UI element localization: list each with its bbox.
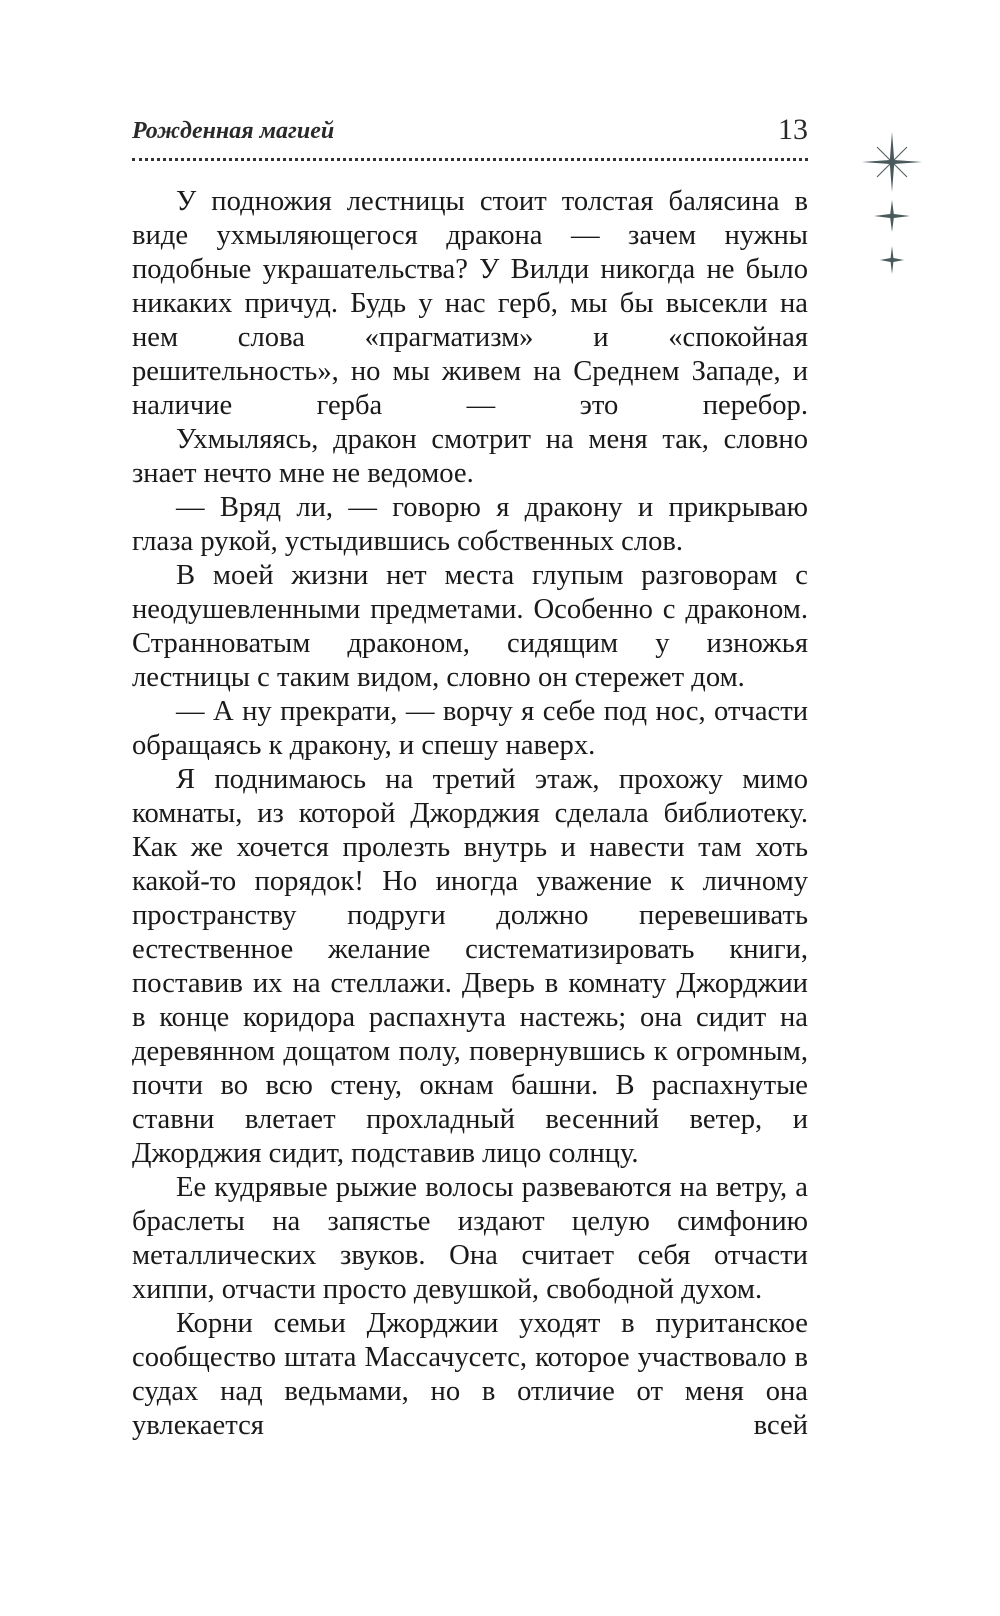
book-title: Рожденная магией	[132, 118, 335, 144]
running-head	[132, 113, 808, 150]
sparkle-stars-icon	[852, 132, 932, 302]
paragraph-8: Корни семьи Джорджии уходят в пуританское сообщество штата Массачусетс, которое участвовало в судах над ведьмами, но в отличие от меня она увлекается всей	[132, 1308, 808, 1441]
paragraph-1: У подножия лестницы стоит толстая балясина в виде ухмыляющегося дракона — зачем нужны подобные украшательства? У Вилди никогда не было никаких причуд. Будь у нас герб, мы бы высекли на нем слова «прагматизм» и «спокойная решительность», но мы живем на Среднем Западе, и наличие герба — это перебор.	[132, 186, 808, 421]
paragraph-4: В моей жизни нет места глупым разговорам с неодушевленными предметами. Особенно с драконом. Странноватым драконом, сидящим у изножья лестницы с таким видом, словно он стережет дом.	[132, 560, 808, 693]
paragraph-3: — Вряд ли, — говорю я дракону и прикрываю глаза рукой, устыдившись собственных слов.	[132, 492, 808, 557]
header-divider	[132, 158, 808, 161]
paragraph-6: Я поднимаюсь на третий этаж, прохожу мимо комнаты, из которой Джорджия сделала библиотеку. Как же хочется пролезть внутрь и навести там хоть какой-то порядок! Но иногда уважение к личному пространству подруги должно перевешивать естественное желание систематизировать книги, поставив их на стеллажи. Дверь в комнату Джорджии в конце коридора распахнута настежь; она сидит на деревянном дощатом полу, повернувшись к огромным, почти во всю стену, окнам башни. В распахнутые ставни влетает прохладный весенний ветер, и Джорджия сидит, подставив лицо солнцу.	[132, 764, 808, 1169]
page-number: 13	[778, 113, 808, 146]
paragraph-5: — А ну прекрати, — ворчу я себе под нос, отчасти обращаясь к дракону, и спешу наверх.	[132, 696, 808, 761]
paragraph-2: Ухмыляясь, дракон смотрит на меня так, словно знает нечто мне не ведомое.	[132, 424, 808, 489]
paragraph-7: Ее кудрявые рыжие волосы развеваются на ветру, а браслеты на запястье издают целую симфонию металлических звуков. Она считает себя отчасти хиппи, отчасти просто девушкой, свободной духом.	[132, 1172, 808, 1305]
body-text	[132, 185, 808, 1443]
